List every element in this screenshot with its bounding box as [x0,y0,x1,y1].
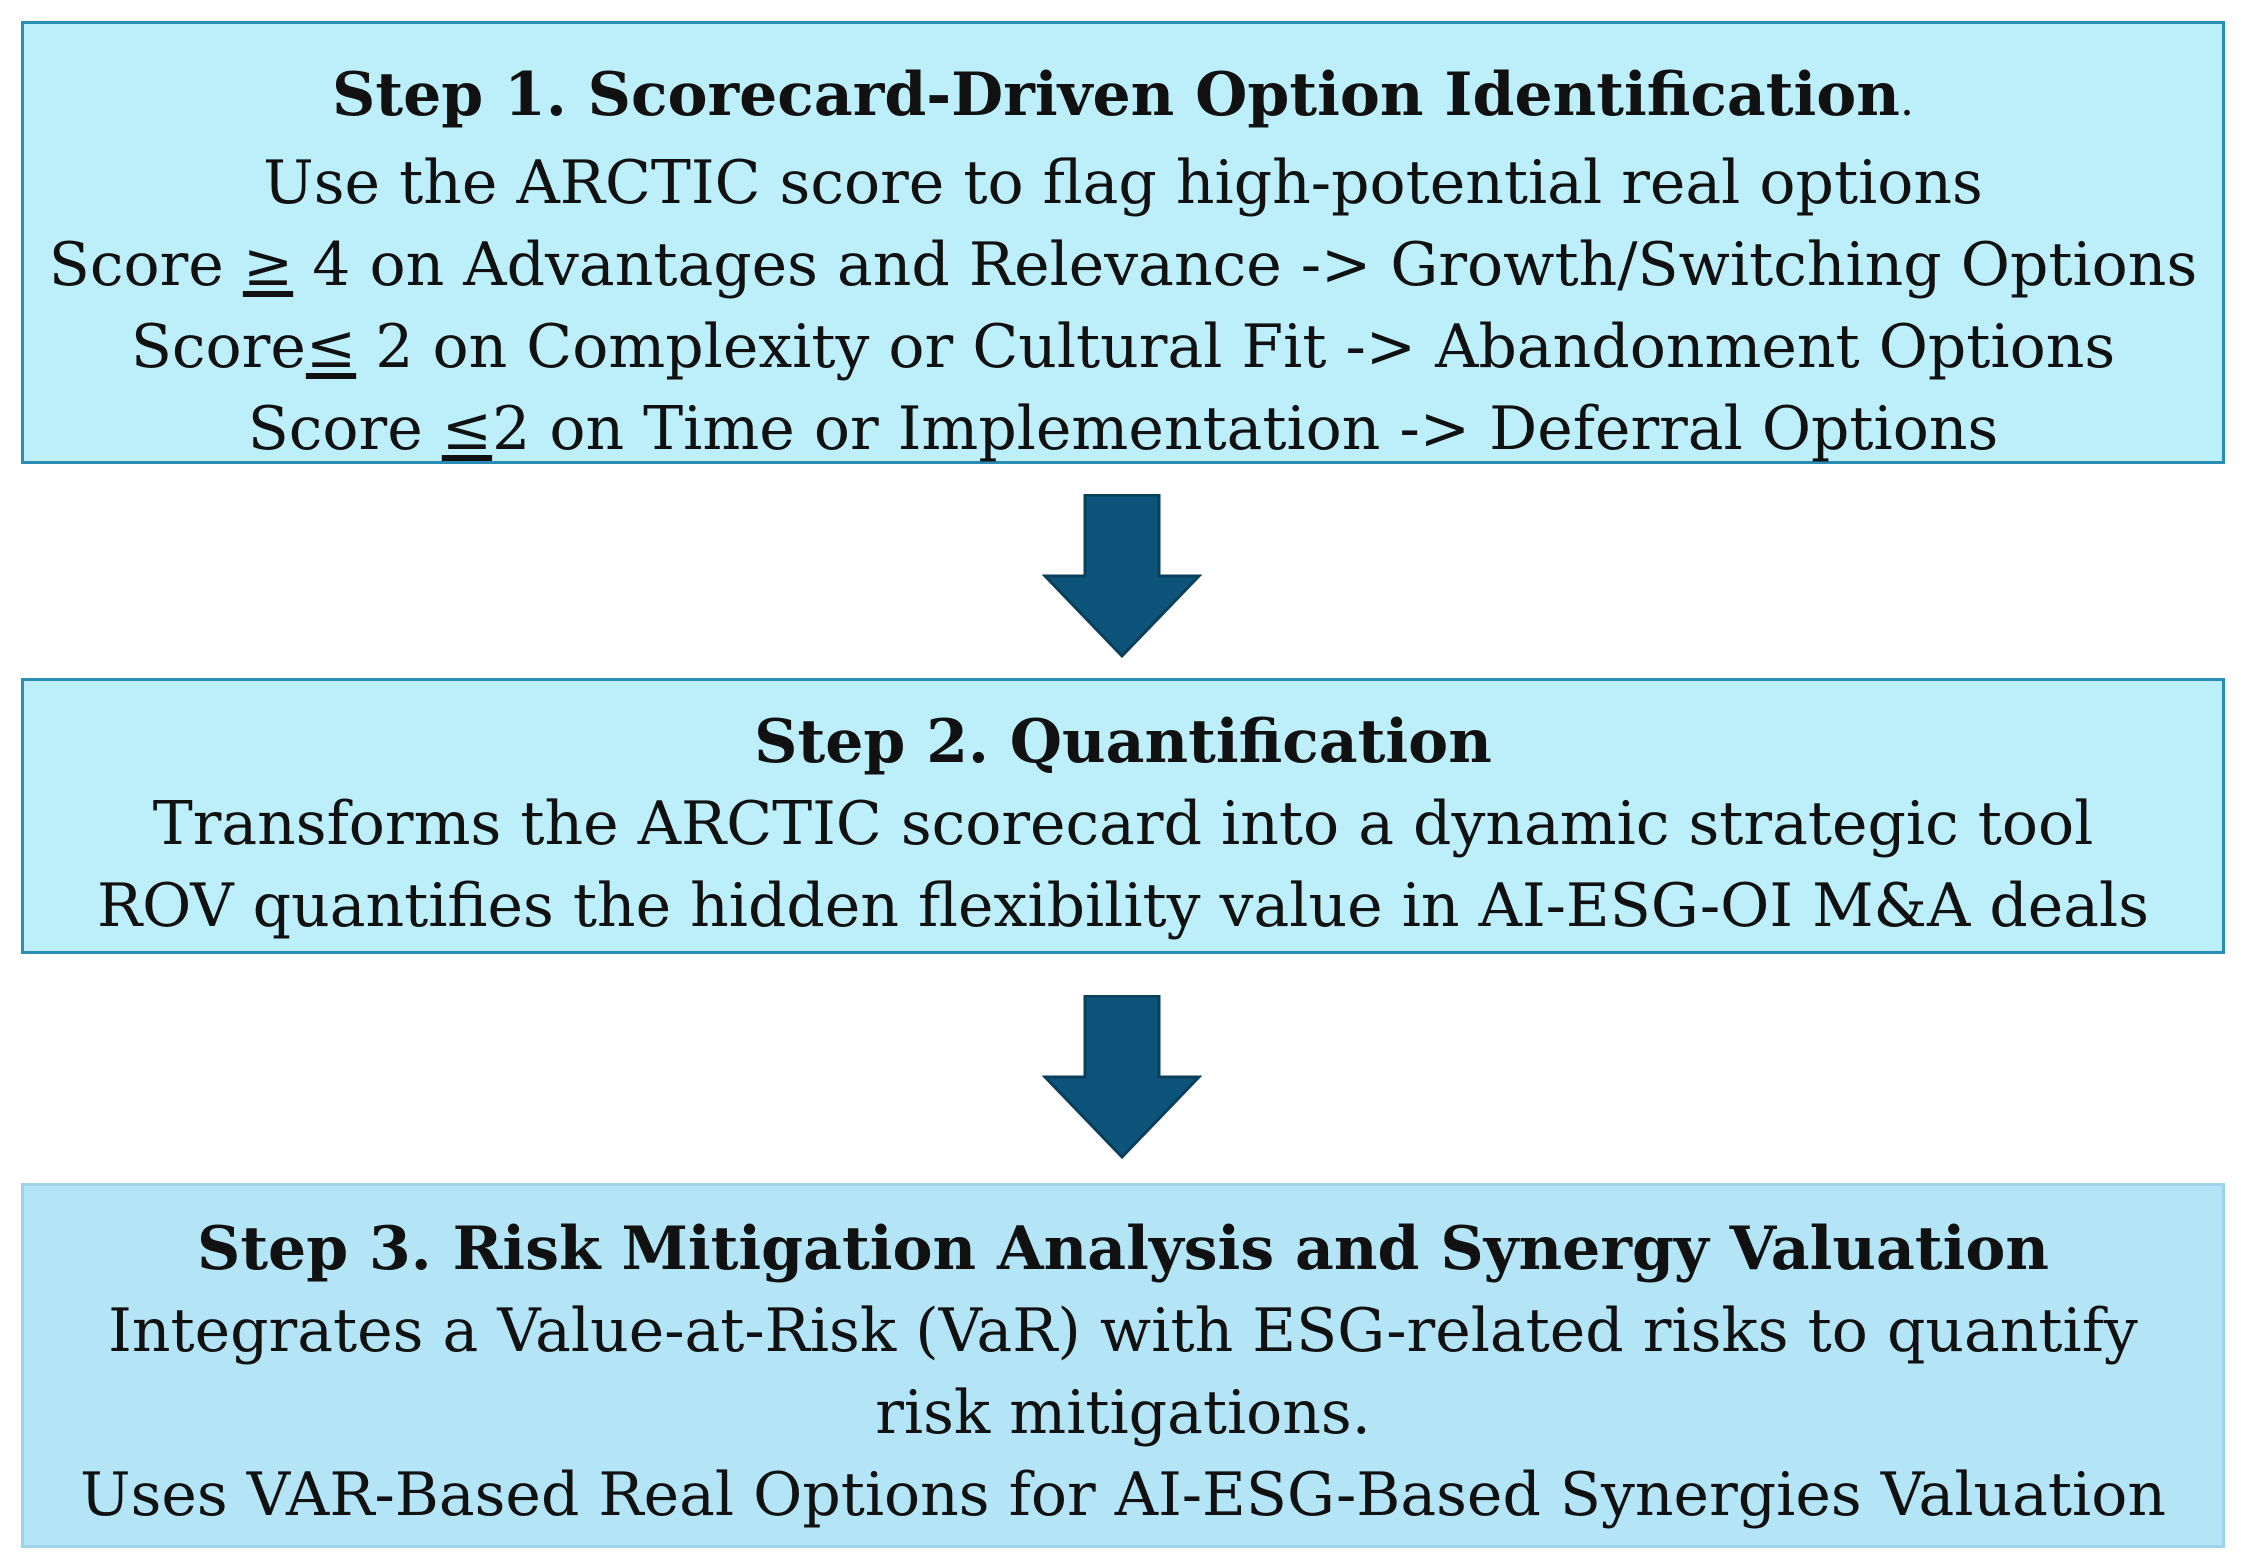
step-2-line-2: ROV quantifies the hidden flexibility value in AI-ESG-OI M&A deals [96,871,2150,941]
step-1-line-4-rest: 2 on Time or Implementation -> Deferral Options [492,394,1999,464]
step-1-line-3 [24,306,2222,388]
step-2-title: Step 2. Quantification [754,707,1492,777]
step-1-line-2 [24,224,2222,306]
step-3-line-2: risk mitigations. [875,1378,1371,1448]
step-3-line-3: Uses VAR-Based Real Options for AI-ESG-Based Synergies Valuation [80,1460,2166,1530]
step-2-line-1: Transforms the ARCTIC scorecard into a dynamic strategic tool [152,789,2094,859]
step-1-line-4-symbol: ≤ [441,394,493,464]
down-arrow-icon [1042,494,1202,659]
step-1-line-2-prefix: Score [48,230,243,300]
step-1-line-2-rest: 4 on Advantages and Relevance -> Growth/Switching Options [293,230,2198,300]
step-1-box [21,21,2225,464]
step-1-line-1: Use the ARCTIC score to flag high-potential real options [263,148,1983,218]
step-1-title [24,54,2222,142]
step-2-box [21,678,2225,954]
step-1-title-text: Step 1. Scorecard-Driven Option Identification [332,60,1900,130]
step-1-line-3-symbol: ≤ [305,312,357,382]
step-3-title: Step 3. Risk Mitigation Analysis and Synergy Valuation [196,1214,2050,1284]
arrow-2-shape [1045,996,1199,1157]
step-1-line-4-prefix: Score [247,394,442,464]
step-1-line-3-prefix: Score [130,312,306,382]
step-1-line-4 [24,388,2222,470]
step-3-line-1: Integrates a Value-at-Risk (VaR) with ESG-related risks to quantify [108,1296,2138,1366]
down-arrow-icon [1042,995,1202,1160]
step-1-line-2-symbol: ≥ [242,230,294,300]
step-1-line-3-rest: 2 on Complexity or Cultural Fit -> Abandonment Options [356,312,2116,382]
step-1-title-suffix: . [1899,75,1914,126]
arrow-1-shape [1045,495,1199,656]
step-3-box [21,1183,2225,1548]
